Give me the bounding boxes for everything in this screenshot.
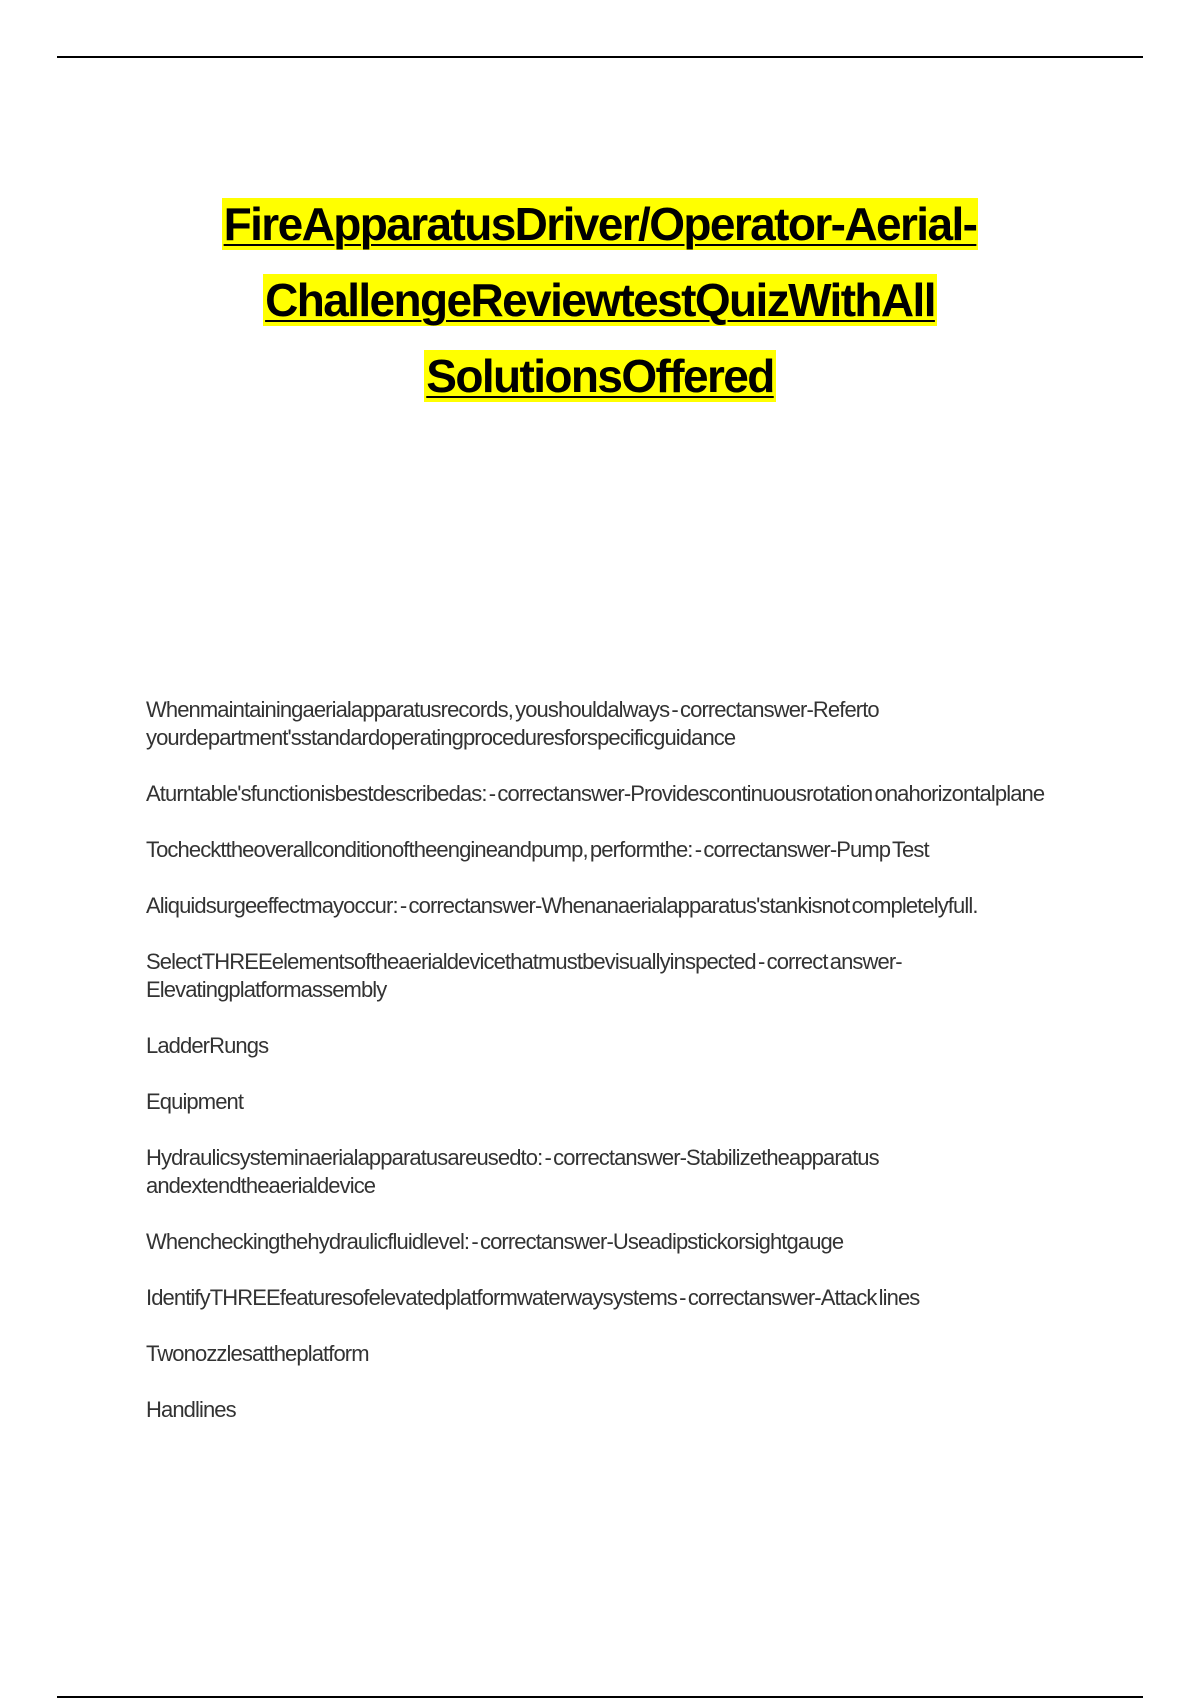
qa-item: Whenmaintainingaerialapparatusrecords, youshouldalways - correctanswer-Referto yourdepartment'sstandardoperatingproceduresforspecificguidance (146, 697, 879, 750)
qa-item: Twonozzlesattheplatform (146, 1341, 369, 1366)
qa-item: Whencheckingthehydraulicfluidlevel: - correctanswer-Useadipstickorsightgauge (146, 1229, 844, 1254)
qa-item: IdentifyTHREEfeaturesofelevatedplatformwaterwaysystems - correctanswer-Attack lines (146, 1285, 920, 1310)
qa-item: Aliquidsurgeeffectmayoccur: - correctanswer-Whenanaerialapparatus'stankisnot completelyfull. (146, 893, 978, 918)
qa-item: Handlines (146, 1397, 236, 1422)
title-line-3: SolutionsOffered (426, 350, 774, 402)
qa-item: LadderRungs (146, 1033, 269, 1058)
qa-item: SelectTHREEelementsoftheaerialdevicethatmustbevisuallyinspected - correct answer-Elevatingplatformassembly (146, 949, 902, 1002)
qa-item: Aturntable'sfunctionisbestdescribedas: - correctanswer-Providescontinuousrotation onahorizontalplane (146, 781, 1045, 806)
qa-item: Equipment (146, 1089, 244, 1114)
question-answer-list (146, 696, 1066, 1452)
qa-item: Tocheckttheoverallconditionoftheengineandpump, performthe: - correctanswer-Pump Test (146, 837, 929, 862)
footer-rule (57, 1696, 1143, 1698)
document-title (130, 196, 1070, 424)
title-line-2: ChallengeReviewtestQuizWithAll (265, 274, 935, 326)
header-rule (57, 56, 1143, 58)
qa-item: Hydraulicsysteminaerialapparatusareusedto: - correctanswer-Stabilizetheapparatus andextendtheaerialdevice (146, 1145, 879, 1198)
title-line-1: FireApparatusDriver/Operator-Aerial- (223, 198, 977, 250)
